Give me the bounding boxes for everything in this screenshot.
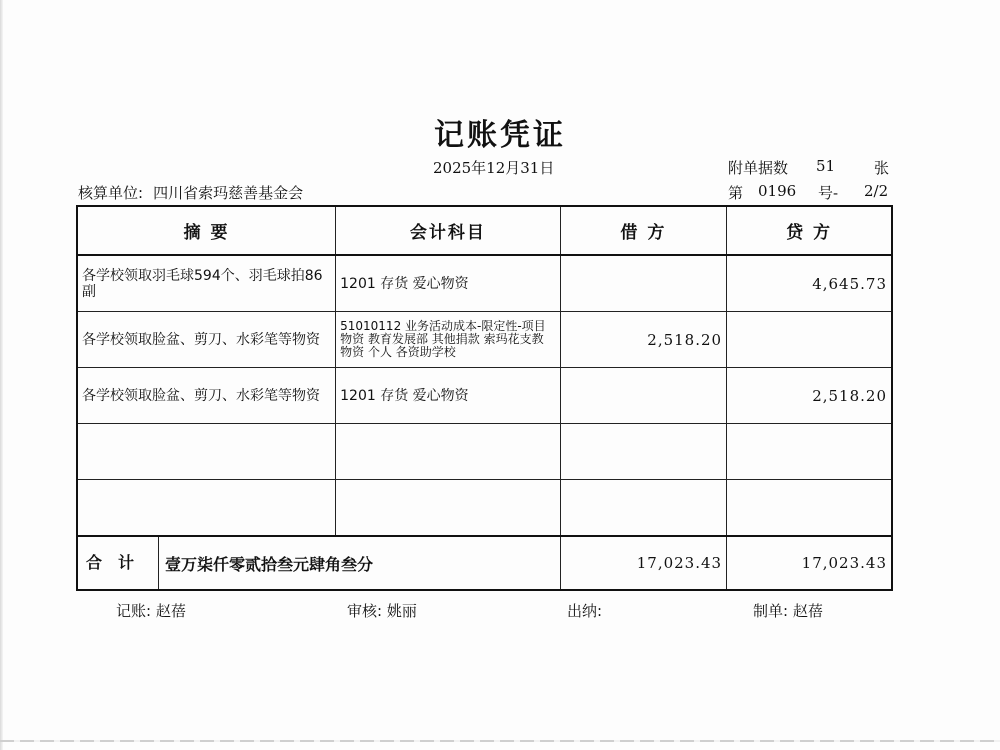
header-debit: 借 方 (560, 206, 726, 255)
table-row (77, 368, 892, 424)
number-value: 0196 (758, 182, 797, 200)
voucher-date: 2025年12月31日 (433, 159, 555, 177)
unit-label: 核算单位: (78, 184, 144, 202)
preparer-signature (753, 600, 823, 621)
row-summary (77, 424, 336, 480)
page-indicator: 2/2 (864, 182, 889, 200)
row-account (336, 480, 561, 537)
header-account: 会计科目 (336, 206, 561, 255)
reviewer-label: 审核: (347, 602, 383, 620)
total-cell (77, 536, 560, 590)
row-account: 1201 存货 爱心物资 (336, 255, 561, 312)
row-debit (560, 424, 726, 480)
preparer-label: 制单: (753, 602, 789, 620)
row-summary (77, 480, 336, 537)
row-debit (560, 255, 726, 312)
table-header (77, 206, 892, 255)
preparer-name: 赵蓓 (792, 602, 823, 620)
total-credit: 17,023.43 (727, 536, 892, 590)
number-prefix: 第 (728, 184, 744, 202)
row-credit: 2,518.20 (727, 368, 892, 424)
table-row (77, 424, 892, 480)
row-summary: 各学校领取脸盆、剪刀、水彩笔等物资 (77, 368, 336, 424)
row-account: 1201 存货 爱心物资 (336, 368, 561, 424)
header-credit: 贷 方 (727, 206, 892, 255)
row-credit (727, 480, 892, 537)
cashier-signature (567, 600, 602, 621)
row-credit (727, 312, 892, 368)
row-credit: 4,645.73 (727, 255, 892, 312)
bookkeeper-signature (116, 600, 186, 621)
scan-edge-bottom (0, 740, 1000, 742)
voucher-title: 记账凭证 (434, 118, 566, 153)
row-debit: 2,518.20 (560, 312, 726, 368)
row-account: 51010112 业务活动成本-限定性-项目物资 教育发展部 其他捐款 索玛花支教 物资 个人 各资助学校 (336, 312, 561, 368)
total-amount-words: 壹万柒仟零贰拾叁元肆角叁分 (165, 554, 374, 574)
total-debit: 17,023.43 (560, 536, 726, 590)
attachments-label: 附单据数 (728, 159, 789, 177)
header-summary: 摘 要 (77, 206, 336, 255)
attachments-unit: 张 (874, 159, 890, 177)
table-row (77, 480, 892, 537)
table-row (77, 312, 892, 368)
bookkeeper-label: 记账: (116, 602, 152, 620)
attachments-count: 51 (816, 157, 836, 175)
voucher-table (76, 205, 893, 591)
row-summary: 各学校领取羽毛球594个、羽毛球拍86副 (77, 255, 336, 312)
accounting-unit (78, 182, 303, 203)
table-row (77, 255, 892, 312)
unit-name: 四川省索玛慈善基金会 (153, 184, 304, 202)
reviewer-signature (347, 600, 417, 621)
row-credit (727, 424, 892, 480)
row-debit (560, 368, 726, 424)
reviewer-name: 姚丽 (386, 602, 417, 620)
number-suffix: 号- (818, 184, 839, 202)
row-summary: 各学校领取脸盆、剪刀、水彩笔等物资 (77, 312, 336, 368)
row-debit (560, 480, 726, 537)
row-account (336, 424, 561, 480)
cashier-label: 出纳: (567, 602, 603, 620)
total-label: 合计 (78, 537, 159, 589)
bookkeeper-name: 赵蓓 (155, 602, 186, 620)
total-row (77, 536, 892, 590)
